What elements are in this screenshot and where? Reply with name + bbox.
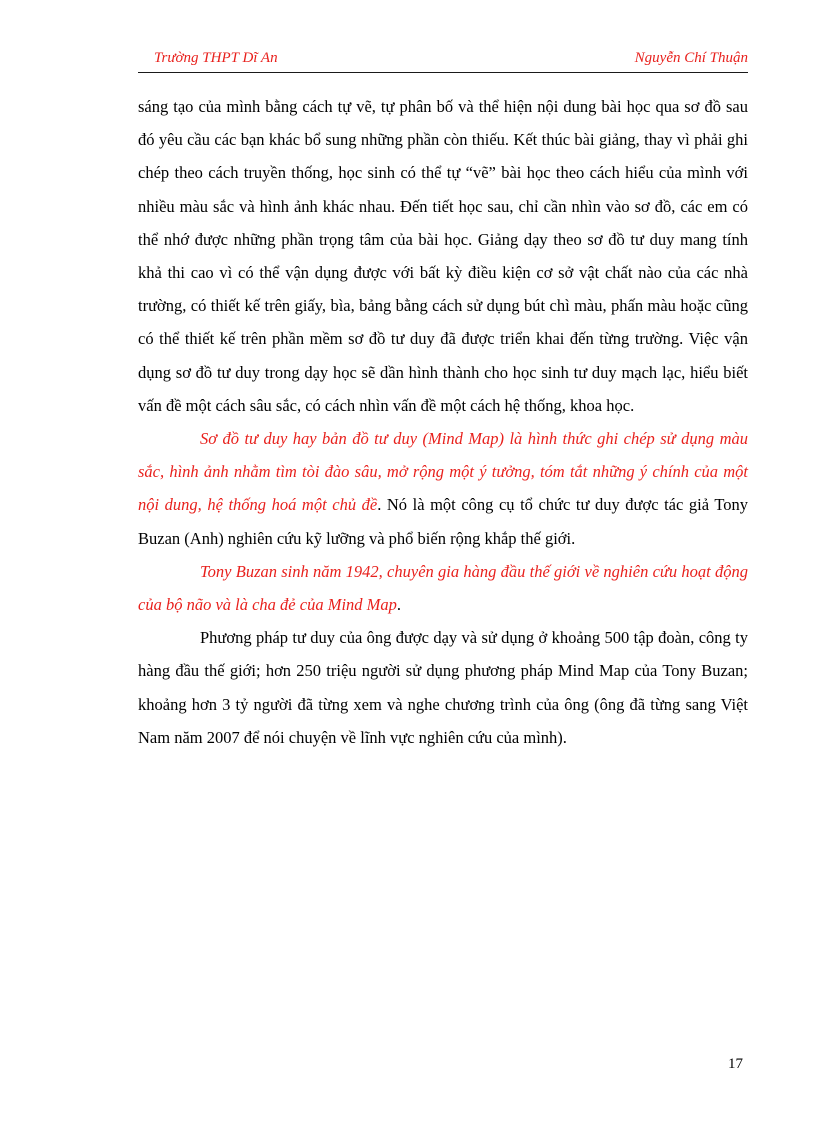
paragraph-4: Phương pháp tư duy của ông được dạy và sử dụng ở khoảng 500 tập đoàn, công ty hàng đầu thế giới; hơn 250 triệu người sử dụng phương pháp Mind Map của Tony Buzan; khoảng hơn 3 tỷ người đã từng xem và nghe chương trình của ông (ông đã từng sang Việt Nam năm 2007 để nói chuyện về lĩnh vực nghiên cứu của mình). (138, 628, 748, 747)
header-author: Nguyễn Chí Thuận (634, 50, 748, 66)
mind-map-description: . Nó là một công cụ tổ chức tư duy được tác giả Tony Buzan (Anh) nghiên cứu kỹ lưỡng và phổ biến rộng khắp thế giới. (138, 495, 748, 548)
header-school: Trường THPT Dĩ An (154, 50, 278, 66)
tony-buzan-bio: Tony Buzan sinh năm 1942, chuyên gia hàng đầu thế giới về nghiên cứu hoạt động của bộ não và là cha đẻ của Mind Map (138, 561, 748, 615)
page-number: 17 (728, 1056, 743, 1072)
page-body (138, 90, 748, 754)
page-header (138, 48, 748, 73)
paragraph-3-end: . (396, 595, 402, 615)
paragraph-3 (138, 555, 748, 621)
paragraph-2 (138, 422, 748, 555)
mind-map-definition: Sơ đồ tư duy hay bản đồ tư duy (Mind Map) là hình thức ghi chép sử dụng màu sắc, hình ảnh nhằm tìm tòi đào sâu, mở rộng một ý tưởng, tóm tắt những ý chính của một nội dung, hệ thống hoá một chủ đề (138, 429, 748, 515)
paragraph-1: sáng tạo của mình bằng cách tự vẽ, tự phân bố và thể hiện nội dung bài học qua sơ đồ sau đó yêu cầu các bạn khác bổ sung những phần còn thiếu. Kết thúc bài giảng, thay vì phải ghi chép theo cách truyền thống, học sinh có thể tự “vẽ” bài học theo cách hiểu của mình với nhiều màu sắc và hình ảnh khác nhau. Đến tiết học sau, chỉ cần nhìn vào sơ đồ, các em có thể nhớ được những phần trọng tâm của bài học. Giảng dạy theo sơ đồ tư duy mang tính khả thi cao vì có thể vận dụng được với bất kỳ điều kiện cơ sở vật chất nào của các nhà trường, có thiết kế trên giấy, bìa, bảng bằng cách sử dụng bút chì màu, phấn màu hoặc cũng có thể thiết kế trên phần mềm sơ đồ tư duy đã được triển khai đến từng trường. Việc vận dụng sơ đồ tư duy trong dạy học sẽ dần hình thành cho học sinh tư duy mạch lạc, hiểu biết vấn đề một cách sâu sắc, có cách nhìn vấn đề một cách hệ thống, khoa học. (138, 97, 748, 415)
